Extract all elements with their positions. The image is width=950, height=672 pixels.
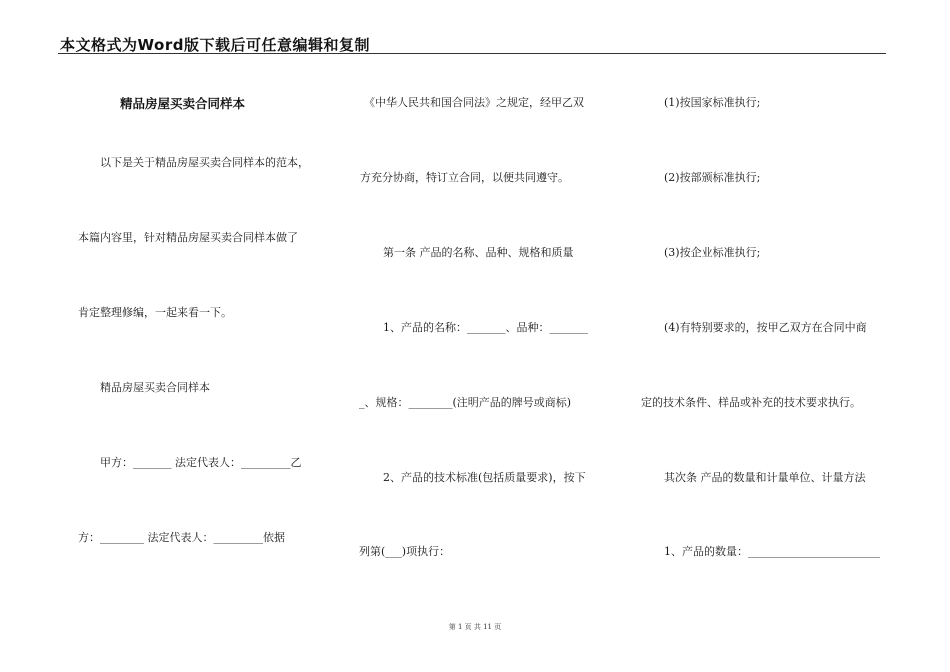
col3-line: (2)按部颁标准执行; — [664, 171, 761, 184]
col2-line: 1、产品的名称：_______、品种：_______ — [383, 321, 588, 334]
col1-line: 精品房屋买卖合同样本 — [100, 381, 210, 394]
col3-line: 1、产品的数量：________________________ — [664, 545, 880, 558]
col2-line: 方充分协商，特订立合同，以便共同遵守。 — [360, 171, 569, 184]
col1-line: 方：________ 法定代表人：_________依据 — [78, 531, 285, 544]
col3-line: 定的技术条件、样品或补充的技术要求执行。 — [641, 396, 861, 409]
col2-line: _、规格：________(注明产品的牌号或商标) — [359, 396, 572, 409]
col3-line: (1)按国家标准执行; — [664, 96, 761, 109]
col2-line: 2、产品的技术标准(包括质量要求)，按下 — [383, 471, 586, 484]
col1-line: 甲方：_______ 法定代表人：_________乙 — [100, 456, 302, 469]
document-title: 精品房屋买卖合同样本 — [120, 96, 246, 111]
col2-line: 第一条 产品的名称、品种、规格和质量 — [383, 246, 574, 259]
download-banner: 本文格式为Word版下载后可任意编辑和复制 — [60, 36, 370, 54]
col1-line: 肯定整理修编，一起来看一下。 — [78, 306, 232, 319]
col3-line: 其次条 产品的数量和计量单位、计量方法 — [664, 471, 866, 484]
col2-line: 《中华人民共和国合同法》之规定，经甲乙双 — [364, 96, 584, 109]
col2-line: 列第(___)项执行： — [359, 545, 451, 558]
col1-line: 以下是关于精品房屋买卖合同样本的范本， — [100, 156, 309, 169]
page-number: 第 1 页 共 11 页 — [448, 623, 502, 631]
col3-line: (3)按企业标准执行; — [664, 246, 761, 259]
banner-divider — [58, 53, 886, 54]
col3-line: (4)有特别要求的，按甲乙双方在合同中商 — [664, 321, 867, 334]
col1-line: 本篇内容里，针对精品房屋买卖合同样本做了 — [78, 231, 298, 244]
